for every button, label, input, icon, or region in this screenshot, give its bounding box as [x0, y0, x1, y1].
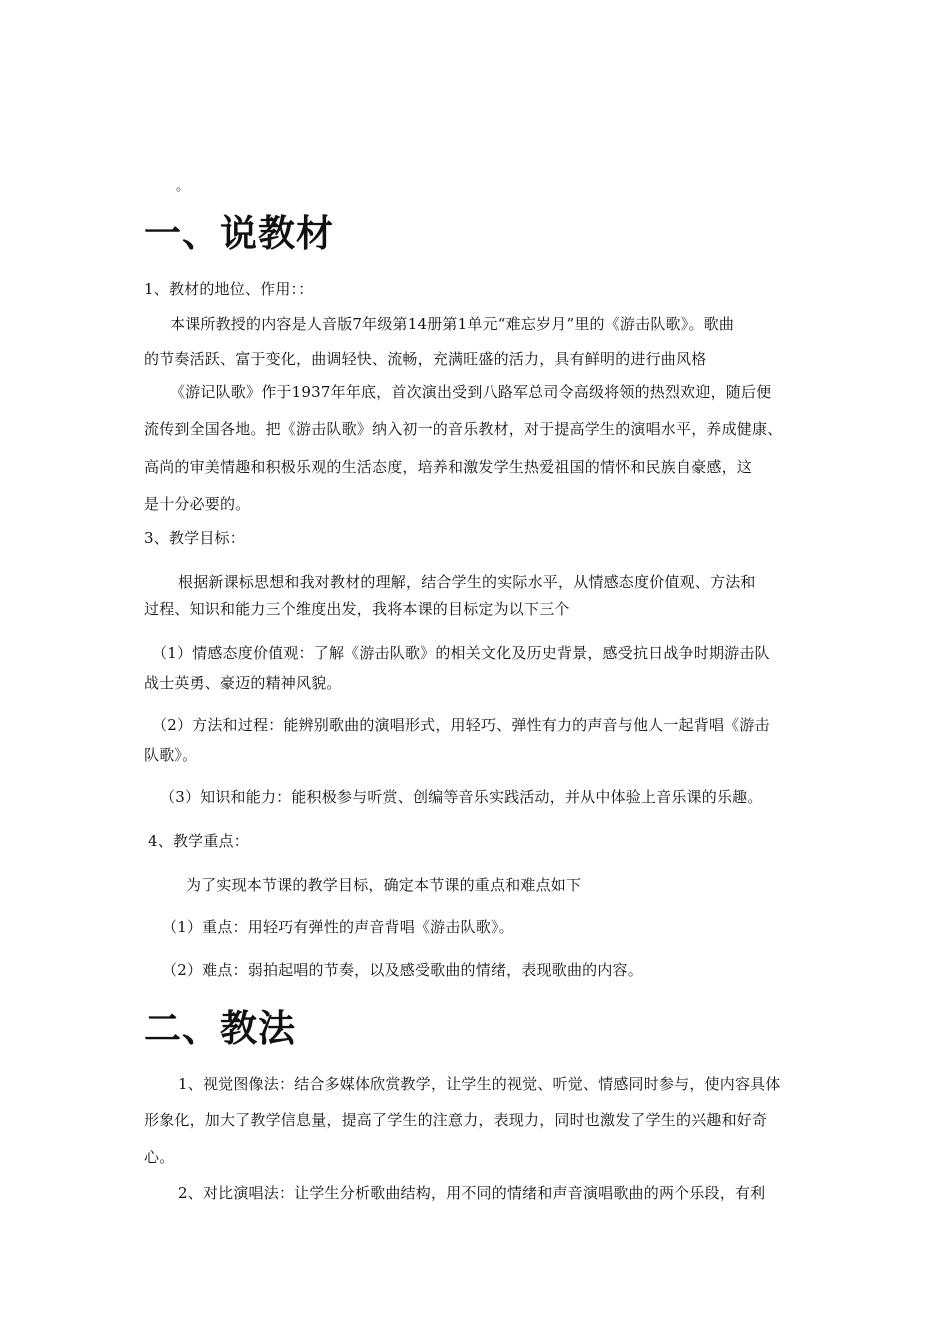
method-line: 心。 [144, 1148, 175, 1166]
paragraph-line: 流传到全国各地。把《游击队歌》纳入初一的音乐教材，对于提高学生的演唱水平，养成健康、 [144, 420, 783, 438]
goal-item-line: 战士英勇、豪迈的精神风貌。 [144, 674, 342, 692]
subheading-teaching-goals: 3、教学目标： [144, 529, 245, 547]
paragraph-line: 高尚的审美情趣和积极乐观的生活态度，培养和激发学生热爱祖国的情怀和民族自豪感，这 [144, 458, 753, 476]
goal-item-line: 队歌》。 [144, 746, 198, 764]
difficult-point-item: （2）难点：弱拍起唱的节奏，以及感受歌曲的情绪，表现歌曲的内容。 [162, 961, 643, 979]
paragraph-line: 本课所教授的内容是人音版7年级第14册第1单元“难忘岁月”里的《游击队歌》。歌曲 [170, 315, 735, 333]
paragraph-line: 为了实现本节课的教学目标，确定本节课的重点和难点如下 [186, 876, 582, 894]
subheading-key-points: 4、教学重点： [148, 832, 249, 850]
paragraph-line: 的节奏活跃、富于变化，曲调轻快、流畅，充满旺盛的活力，具有鲜明的进行曲风格 [144, 350, 707, 368]
paragraph-line: 是十分必要的。 [144, 495, 251, 513]
section-heading: 一、说教材 [144, 212, 334, 255]
key-point-item: （1）重点：用轻巧有弹性的声音背唱《游击队歌》。 [162, 918, 514, 936]
goal-item-line: （2）方法和过程：能辨别歌曲的演唱形式，用轻巧、弹性有力的声音与他人一起背唱《游击 [152, 716, 770, 734]
top-mark: 。 [176, 179, 190, 194]
paragraph-line: 过程、知识和能力三个维度出发，我将本课的目标定为以下三个 [144, 600, 570, 618]
method-line: 形象化，加大了教学信息量，提高了学生的注意力，表现力，同时也激发了学生的兴趣和好奇 [144, 1111, 768, 1129]
method-line: 2、对比演唱法：让学生分析歌曲结构，用不同的情绪和声音演唱歌曲的两个乐段，有利 [178, 1184, 766, 1202]
goal-item-line: （1）情感态度价值观：了解《游击队歌》的相关文化及历史背景，感受抗日战争时期游击队 [152, 644, 770, 662]
method-line: 1、视觉图像法：结合多媒体欣赏教学，让学生的视觉、听觉、情感同时参与，使内容具体 [178, 1075, 781, 1093]
subheading-position-role: 1、教材的地位、作用：： [144, 280, 314, 298]
paragraph-line: 根据新课标思想和我对教材的理解，结合学生的实际水平，从情感态度价值观、方法和 [178, 573, 756, 591]
section-heading: 二、教法 [144, 1007, 296, 1050]
paragraph-line: 《游记队歌》作于1937年年底，首次演出受到八路军总司令高级将领的热烈欢迎，随后便 [170, 383, 772, 401]
goal-item-line: （3）知识和能力：能积极参与听赏、创编等音乐实践活动，并从中体验上音乐课的乐趣。 [160, 788, 763, 806]
